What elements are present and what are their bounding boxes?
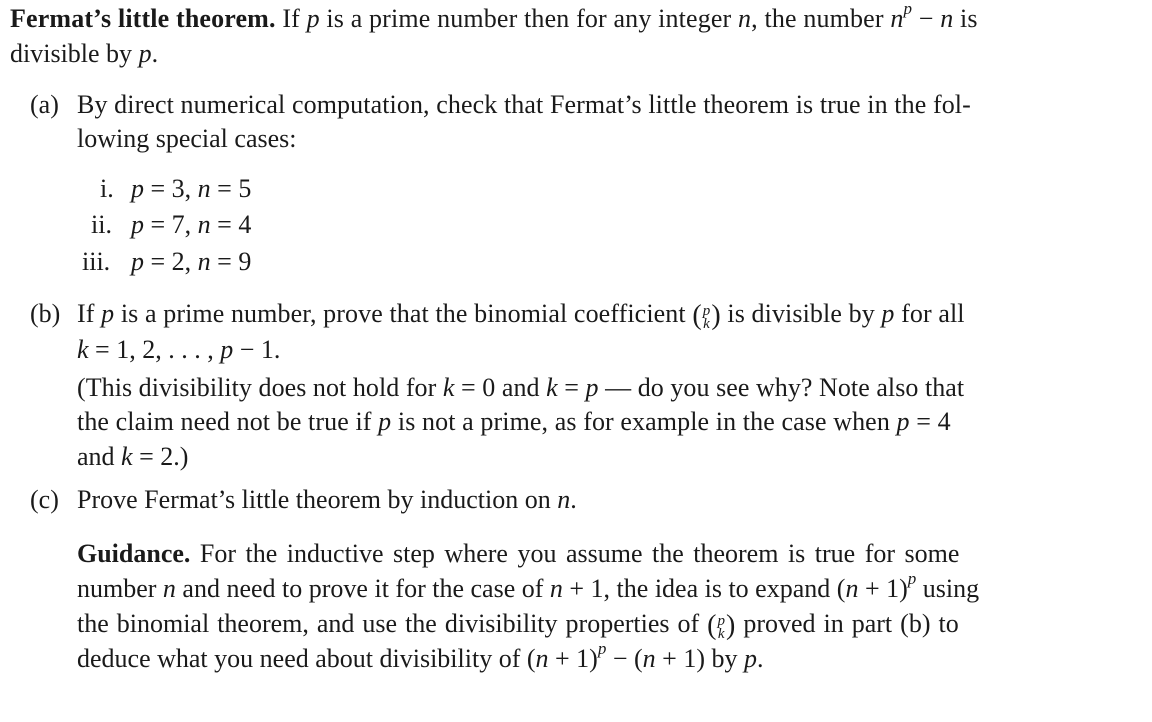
text: = 5 bbox=[210, 174, 252, 203]
text: . bbox=[757, 644, 764, 673]
part-a-label: (a) bbox=[30, 90, 59, 119]
guidance-line-1 bbox=[77, 537, 959, 571]
math-var: p bbox=[744, 644, 757, 673]
math-var: k bbox=[442, 373, 455, 402]
part-b-note-1 bbox=[77, 371, 964, 405]
math-var: p bbox=[101, 299, 115, 328]
theorem-line-2 bbox=[10, 37, 158, 71]
text: + 1) bbox=[858, 574, 908, 603]
math-var: n bbox=[197, 210, 211, 239]
text: (This divisibility does not hold for bbox=[77, 373, 443, 402]
case-item bbox=[82, 245, 110, 279]
text: the binomial theorem, and use the divisibility properties of bbox=[77, 609, 708, 638]
math-var: n bbox=[535, 644, 549, 673]
text: is a prime number, prove that the binomial coefficient bbox=[114, 299, 693, 328]
math-var: p bbox=[896, 407, 910, 436]
text: is divisible by bbox=[720, 299, 882, 328]
text: deduce what you need about divisibility of ( bbox=[77, 644, 536, 673]
binom-top: p bbox=[702, 303, 711, 320]
math-var: p bbox=[138, 39, 152, 68]
part-b-label-line bbox=[30, 297, 60, 331]
text: = 7, bbox=[144, 210, 198, 239]
math-var: n bbox=[197, 247, 211, 276]
math-exponent: p bbox=[903, 0, 913, 19]
text: number bbox=[77, 574, 163, 603]
case-text bbox=[131, 208, 251, 242]
math-var: n bbox=[162, 574, 176, 603]
text: + 1) by bbox=[655, 644, 744, 673]
math-var: p bbox=[220, 335, 234, 364]
text: − ( bbox=[606, 644, 643, 673]
text: Prove Fermat’s little theorem by induction on bbox=[77, 485, 558, 514]
part-a-text: By direct numerical computation, check that Fermat’s little theorem is true in the fol- bbox=[77, 90, 971, 119]
part-a-text-2 bbox=[77, 122, 297, 156]
text: the claim need not be true if bbox=[77, 407, 379, 436]
text: + 1, the idea is to expand ( bbox=[562, 574, 846, 603]
text: — do you see why? Note also that bbox=[598, 373, 965, 402]
guidance-line-3 bbox=[77, 607, 959, 643]
part-b-note-2 bbox=[77, 405, 951, 439]
text: = 4 bbox=[909, 407, 951, 436]
math-var: n bbox=[642, 644, 656, 673]
math-var: k bbox=[546, 373, 558, 402]
binomial-coefficient: ( p k ) bbox=[692, 300, 721, 333]
math-var: p bbox=[131, 210, 144, 239]
math-var: p bbox=[585, 373, 599, 402]
math-var: n bbox=[845, 574, 859, 603]
guidance-title: Guidance. bbox=[77, 539, 191, 568]
part-a-text-1 bbox=[77, 88, 971, 122]
text: = 1, 2, . . . , bbox=[88, 335, 221, 364]
guidance-line-2 bbox=[77, 569, 980, 606]
math-var: n bbox=[549, 574, 563, 603]
part-a-text: lowing special cases: bbox=[77, 124, 297, 153]
part-a-line-1 bbox=[30, 88, 59, 122]
part-b-line-1 bbox=[77, 297, 965, 333]
math-var: n bbox=[197, 174, 211, 203]
text: , the number bbox=[751, 4, 891, 33]
text: is bbox=[953, 4, 978, 33]
text: − bbox=[912, 4, 941, 33]
math-var: k bbox=[121, 442, 133, 471]
case-label: i. bbox=[100, 174, 114, 203]
text: proved in part (b) to bbox=[735, 609, 959, 638]
guidance-line-4 bbox=[77, 639, 764, 676]
math-var: k bbox=[77, 335, 89, 364]
text: = 2, bbox=[144, 247, 198, 276]
math-var: p bbox=[378, 407, 392, 436]
text: and need to prove it for the case of bbox=[175, 574, 550, 603]
binom-bottom: k bbox=[703, 316, 710, 333]
text: = 2.) bbox=[132, 442, 189, 471]
text: divisible by bbox=[10, 39, 139, 68]
text: = bbox=[557, 373, 586, 402]
math-var: p bbox=[306, 4, 320, 33]
math-var: n bbox=[557, 485, 571, 514]
theorem-title: Fermat’s little theorem. bbox=[10, 4, 276, 33]
text: − 1. bbox=[233, 335, 281, 364]
part-b-line-2 bbox=[77, 333, 280, 367]
binomial-coefficient: ( p k ) bbox=[707, 610, 736, 643]
part-c-label-line bbox=[30, 483, 59, 517]
part-b-note-3 bbox=[77, 440, 188, 474]
theorem-line-1 bbox=[10, 2, 978, 36]
text: using bbox=[916, 574, 980, 603]
text: . bbox=[151, 39, 159, 68]
math-var: p bbox=[881, 299, 895, 328]
math-exponent: p bbox=[597, 639, 607, 659]
part-c-line-1 bbox=[77, 483, 577, 517]
text: for all bbox=[894, 299, 965, 328]
text: If bbox=[282, 4, 307, 33]
binom-top: p bbox=[717, 613, 725, 630]
text: = 4 bbox=[210, 210, 252, 239]
math-var: p bbox=[131, 174, 144, 203]
part-b-label: (b) bbox=[30, 299, 61, 328]
math-var: n bbox=[940, 4, 954, 33]
text: = 0 and bbox=[454, 373, 547, 402]
text: and bbox=[77, 442, 122, 471]
text: . bbox=[570, 485, 577, 514]
text: is a prime number then for any integer bbox=[319, 4, 739, 33]
math-var: n bbox=[890, 4, 904, 33]
text: = 9 bbox=[210, 247, 252, 276]
text: For the inductive step where you assume the theorem is true for some bbox=[190, 539, 960, 568]
text: = 3, bbox=[144, 174, 198, 203]
case-item bbox=[100, 172, 114, 206]
text: If bbox=[77, 299, 102, 328]
case-label: iii. bbox=[82, 247, 111, 276]
case-item bbox=[91, 208, 112, 242]
math-var: n bbox=[738, 4, 752, 33]
text: + 1) bbox=[548, 644, 598, 673]
math-exponent: p bbox=[907, 569, 917, 589]
binom-bottom: k bbox=[717, 626, 725, 643]
part-c-label: (c) bbox=[30, 485, 59, 514]
case-label: ii. bbox=[91, 210, 112, 239]
math-var: p bbox=[131, 247, 144, 276]
case-text bbox=[131, 245, 251, 279]
text: is not a prime, as for example in the case when bbox=[391, 407, 897, 436]
case-text bbox=[131, 172, 251, 206]
